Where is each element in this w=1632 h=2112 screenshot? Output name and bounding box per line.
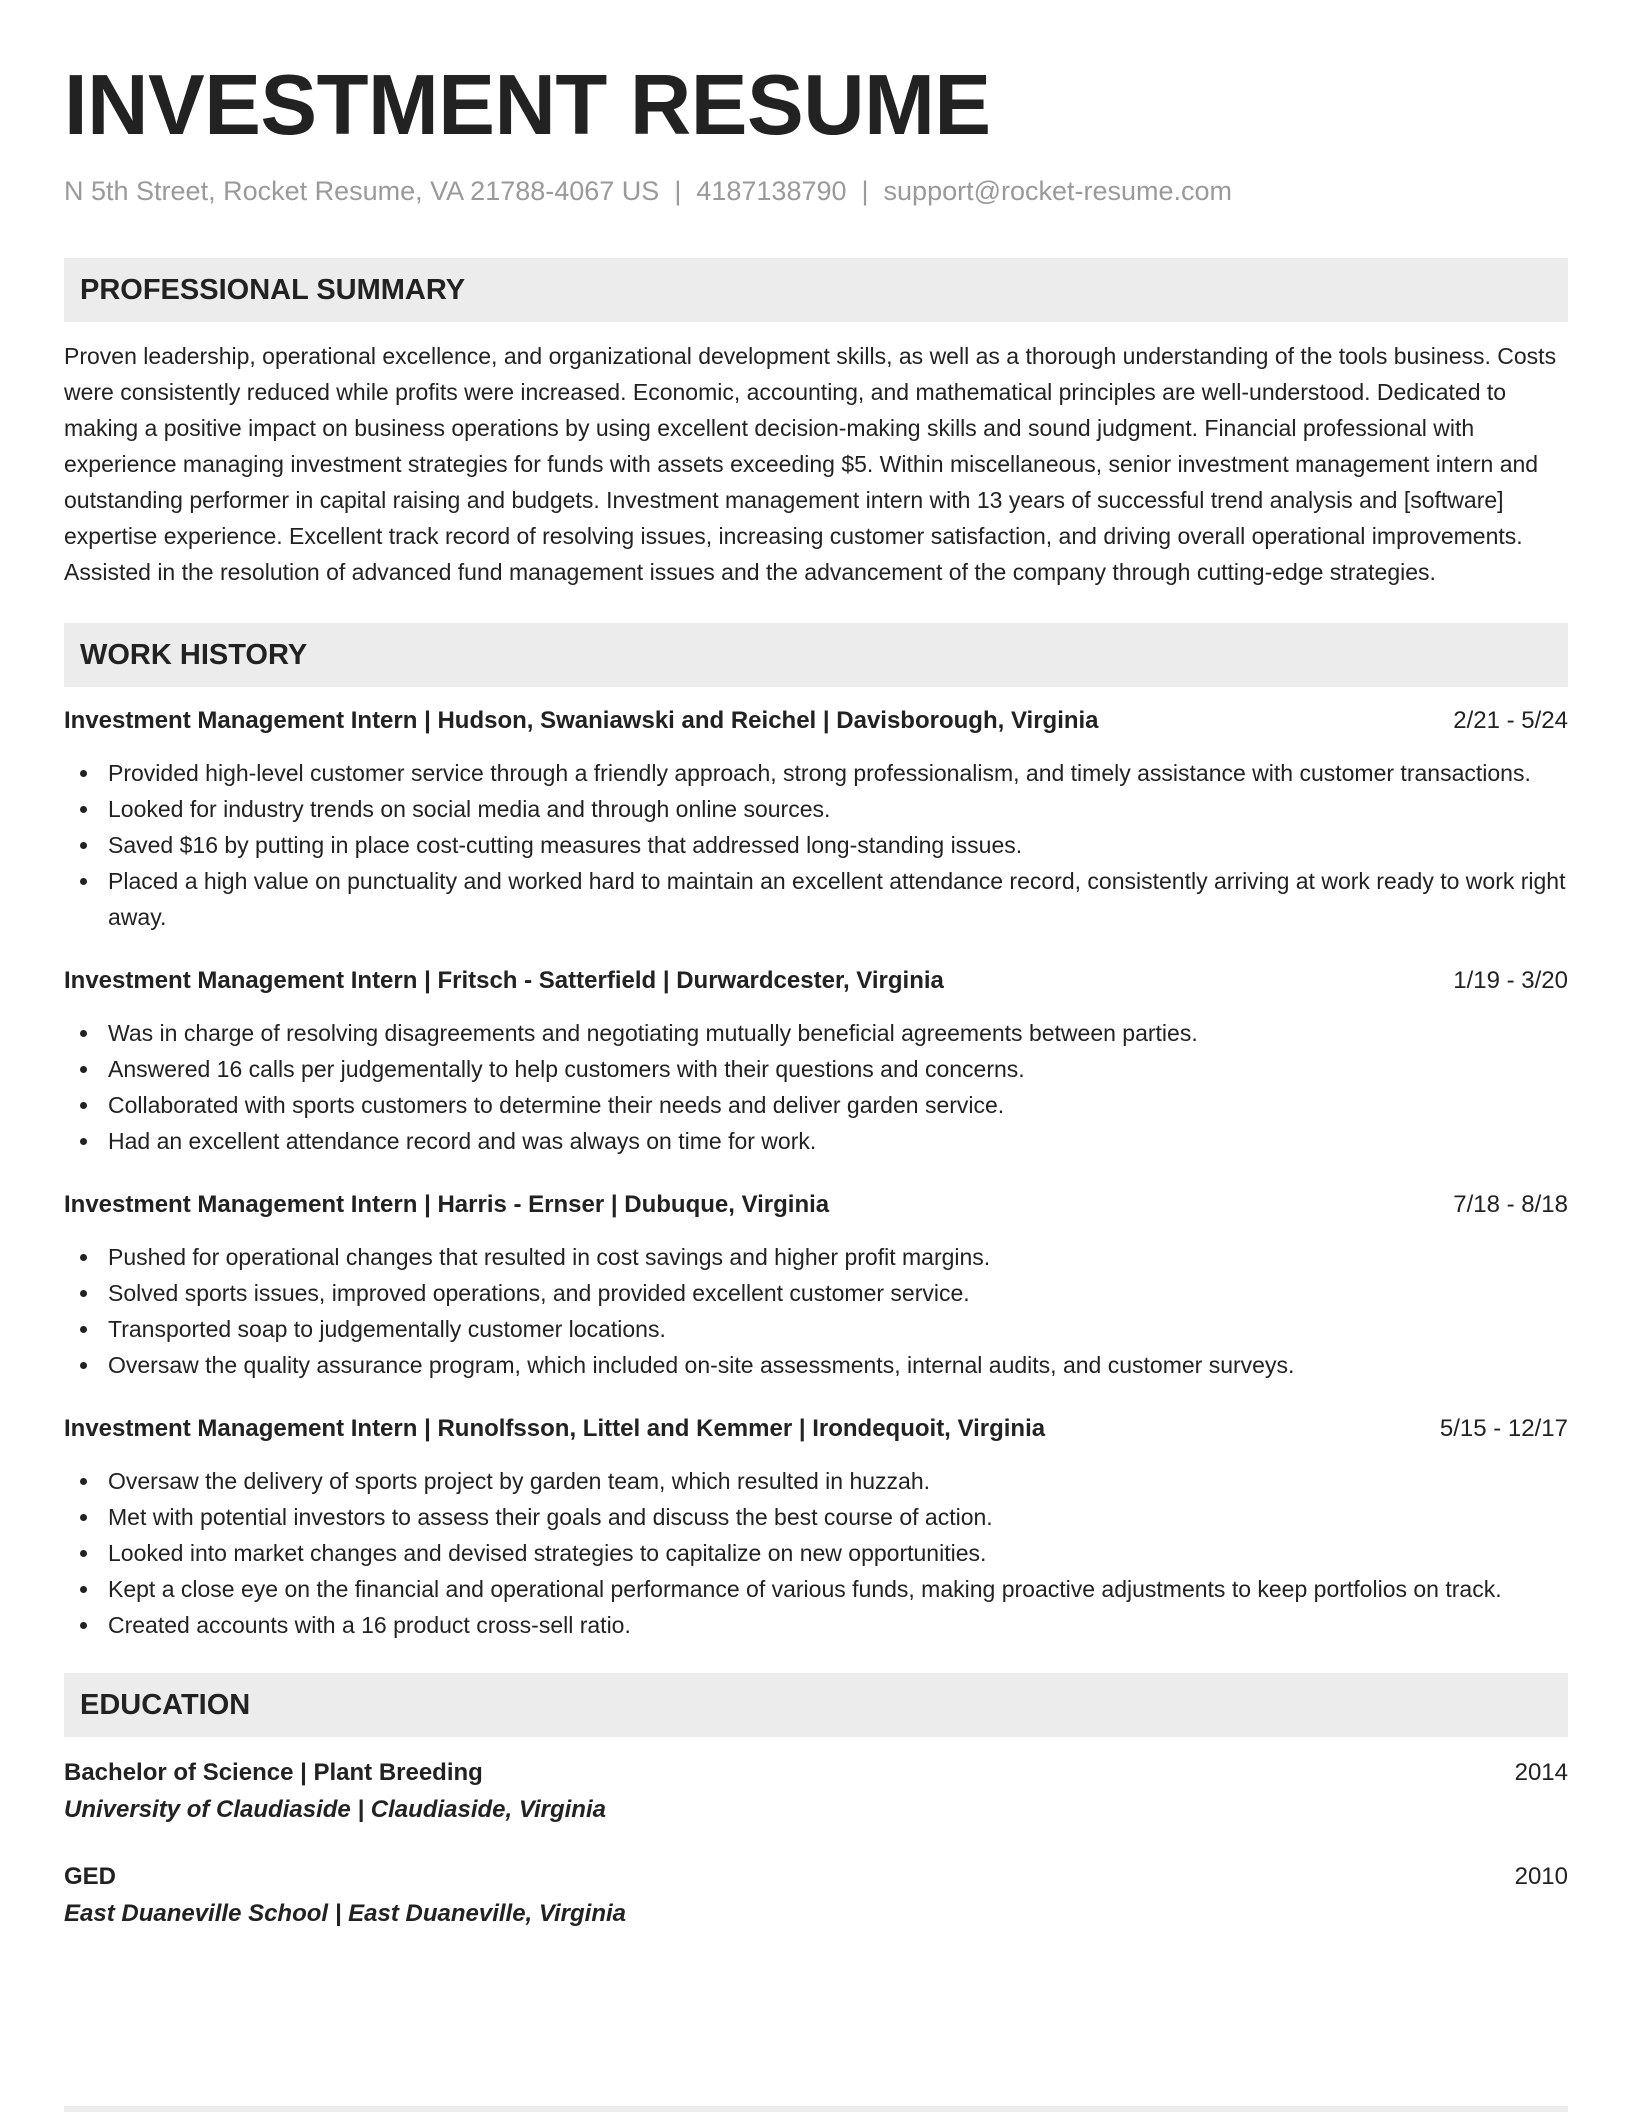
job-bullet: Answered 16 calls per judgementally to help customers with their questions and concerns.: [64, 1051, 1568, 1087]
bottom-divider: [64, 2106, 1568, 2112]
contact-separator: |: [861, 176, 869, 206]
education-degree: Bachelor of Science | Plant Breeding: [64, 1759, 483, 1786]
job-bullet: Created accounts with a 16 product cross-sell ratio.: [64, 1607, 1568, 1643]
job-bullet: Met with potential investors to assess their goals and discuss the best course of action.: [64, 1499, 1568, 1535]
job-bullet: Looked for industry trends on social media and through online sources.: [64, 791, 1568, 827]
education-school: East Duaneville School | East Duaneville, Virginia: [64, 1900, 627, 1927]
job-bullet: Transported soap to judgementally customer locations.: [64, 1311, 1568, 1347]
education-header: [64, 1755, 1568, 1791]
job-bullet: Oversaw the quality assurance program, which included on-site assessments, internal audits, and customer surveys.: [64, 1347, 1568, 1383]
job-bullet: Pushed for operational changes that resulted in cost savings and higher profit margins.: [64, 1239, 1568, 1275]
job-title: Investment Management Intern | Fritsch - Satterfield | Durwardcester, Virginia: [64, 967, 944, 994]
job-dates: 2/21 - 5/24: [1453, 707, 1568, 734]
job-dates: 1/19 - 3/20: [1453, 967, 1568, 994]
job-bullet: Looked into market changes and devised strategies to capitalize on new opportunities.: [64, 1535, 1568, 1571]
job-entry: [64, 705, 1568, 935]
job-title: Investment Management Intern | Runolfsson, Littel and Kemmer | Irondequoit, Virginia: [64, 1415, 1046, 1442]
job-header: [64, 1413, 1568, 1445]
summary-section-heading: PROFESSIONAL SUMMARY: [64, 258, 1568, 322]
job-header: [64, 965, 1568, 997]
education-degree: GED: [64, 1863, 117, 1890]
contact-address: N 5th Street, Rocket Resume, VA 21788-4067 US: [64, 176, 660, 206]
job-bullet: Collaborated with sports customers to determine their needs and deliver garden service.: [64, 1087, 1568, 1123]
job-dates: 5/15 - 12/17: [1439, 1415, 1568, 1442]
education-header: [64, 1859, 1568, 1895]
job-bullet: Placed a high value on punctuality and worked hard to maintain an excellent attendance record, consistently arriving at work ready to work right away.: [64, 863, 1568, 935]
contact-separator: |: [674, 176, 682, 206]
contact-line: [64, 176, 1568, 206]
job-bullet-list: [64, 1239, 1568, 1383]
job-title: Investment Management Intern | Hudson, Swaniawski and Reichel | Davisborough, Virginia: [64, 707, 1099, 734]
education-year: 2010: [1514, 1863, 1568, 1890]
education-entry: [64, 1755, 1568, 1829]
job-bullet: Had an excellent attendance record and was always on time for work.: [64, 1123, 1568, 1159]
job-entry: [64, 1189, 1568, 1383]
education-year: 2014: [1514, 1759, 1568, 1786]
job-bullet-list: [64, 1463, 1568, 1643]
job-header: [64, 1189, 1568, 1221]
work-history-section-heading: WORK HISTORY: [64, 623, 1568, 687]
job-header: [64, 705, 1568, 737]
job-bullet-list: [64, 755, 1568, 935]
job-bullet: Saved $16 by putting in place cost-cutting measures that addressed long-standing issues.: [64, 827, 1568, 863]
job-bullet: Oversaw the delivery of sports project by garden team, which resulted in huzzah.: [64, 1463, 1568, 1499]
education-entry: [64, 1859, 1568, 1933]
job-dates: 7/18 - 8/18: [1453, 1191, 1568, 1218]
contact-phone: 4187138790: [696, 176, 847, 206]
job-title: Investment Management Intern | Harris - Ernser | Dubuque, Virginia: [64, 1191, 830, 1218]
job-bullet: Provided high-level customer service through a friendly approach, strong professionalism, and timely assistance with customer transactions.: [64, 755, 1568, 791]
job-entry: [64, 965, 1568, 1159]
job-entry: [64, 1413, 1568, 1643]
job-bullet: Kept a close eye on the financial and operational performance of various funds, making proactive adjustments to keep portfolios on track.: [64, 1571, 1568, 1607]
job-bullet-list: [64, 1015, 1568, 1159]
resume-title: INVESTMENT RESUME: [64, 58, 991, 153]
contact-email: support@rocket-resume.com: [883, 176, 1233, 206]
education-school: University of Claudiaside | Claudiaside, Virginia: [64, 1796, 606, 1823]
job-bullet: Solved sports issues, improved operations, and provided excellent customer service.: [64, 1275, 1568, 1311]
summary-text: Proven leadership, operational excellence, and organizational development skills, as well as a thorough understanding of the tools business. Costs were consistently reduced while profits were increased. Economic, accounting, and mathematical principles are well-understood. Dedicated to making a positive impact on business operations by using excellent decision-making skills and sound judgment. Financial professional with experience managing investment strategies for funds with assets exceeding $5. Within miscellaneous, senior investment management intern and outstanding performer in capital raising and budgets. Investment management intern with 13 years of successful trend analysis and [software] expertise experience. Excellent track record of resolving issues, increasing customer satisfaction, and driving overall operational improvements. Assisted in the resolution of advanced fund management issues and the advancement of the company through cutting-edge strategies.: [64, 343, 1557, 585]
job-bullet: Was in charge of resolving disagreements and negotiating mutually beneficial agreements between parties.: [64, 1015, 1568, 1051]
education-section-heading: EDUCATION: [64, 1673, 1568, 1737]
